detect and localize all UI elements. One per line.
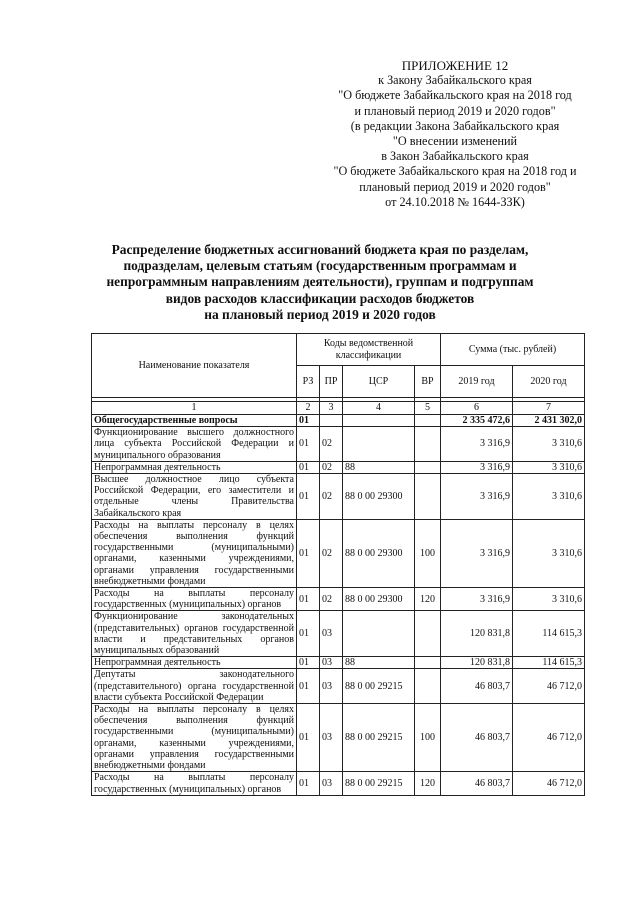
row-sum-2020-cell: 3 310,6 [513, 461, 585, 473]
row-vr-cell: 120 [415, 772, 441, 795]
row-sum-2019-cell: 2 335 472,6 [441, 415, 513, 427]
row-sum-2019-cell: 46 803,7 [441, 704, 513, 772]
appendix-line: "О бюджете Забайкальского края на 2018 год [338, 88, 572, 103]
row-vr-cell [415, 461, 441, 473]
row-pr-cell [320, 415, 343, 427]
row-name-cell: Расходы на выплаты персоналу в целях обеспечения выполнения функций государственными (муниципальными) органами, казенными учреждениями, органами управления государственными внебюджетными фондами [92, 704, 297, 772]
row-sum-2019-cell: 3 316,9 [441, 474, 513, 520]
row-pr-cell: 03 [320, 669, 343, 704]
row-pr-cell: 03 [320, 611, 343, 657]
row-pr-cell: 03 [320, 704, 343, 772]
table-row [92, 474, 585, 520]
row-rz-cell: 01 [297, 588, 320, 611]
header-2020: 2020 год [513, 366, 585, 398]
row-pr-cell: 02 [320, 461, 343, 473]
row-name-cell: Высшее должностное лицо субъекта Российской Федерации, его заместители и отдельные члены Правительства Забайкальского края [92, 474, 297, 520]
column-number: 5 [415, 402, 441, 415]
row-vr-cell [415, 657, 441, 669]
row-name-cell: Общегосударственные вопросы [92, 415, 297, 427]
row-rz-cell: 01 [297, 704, 320, 772]
row-csr-cell: 88 0 00 29300 [343, 519, 415, 587]
table-row [92, 519, 585, 587]
row-sum-2020-cell: 2 431 302,0 [513, 415, 585, 427]
appendix-line: "О бюджете Забайкальского края на 2018 год и [333, 164, 577, 179]
row-rz-cell: 01 [297, 474, 320, 520]
document-title-line: на плановый период 2019 и 2020 годов [204, 306, 436, 322]
row-rz-cell: 01 [297, 657, 320, 669]
row-sum-2020-cell: 46 712,0 [513, 772, 585, 795]
row-pr-cell: 03 [320, 657, 343, 669]
row-csr-cell: 88 0 00 29215 [343, 772, 415, 795]
budget-table [91, 333, 585, 796]
column-number: 3 [320, 402, 343, 415]
column-number: 2 [297, 402, 320, 415]
appendix-line: "О внесении изменений [392, 134, 518, 149]
row-csr-cell: 88 0 00 29215 [343, 704, 415, 772]
row-vr-cell [415, 474, 441, 520]
row-sum-2019-cell: 3 316,9 [441, 461, 513, 473]
row-sum-2019-cell: 120 831,8 [441, 611, 513, 657]
row-sum-2020-cell: 46 712,0 [513, 704, 585, 772]
appendix-title: ПРИЛОЖЕНИЕ 12 [401, 58, 509, 73]
row-csr-cell: 88 0 00 29300 [343, 588, 415, 611]
row-vr-cell [415, 427, 441, 462]
table-row [92, 461, 585, 473]
appendix-line: от 24.10.2018 № 1644-ЗЗК) [385, 194, 525, 209]
table-row [92, 427, 585, 462]
row-name-cell: Расходы на выплаты персоналу государственных (муниципальных) органов [92, 588, 297, 611]
header-row-top [92, 334, 585, 366]
row-csr-cell [343, 415, 415, 427]
row-sum-2020-cell: 3 310,6 [513, 588, 585, 611]
row-name-cell: Непрограммная деятельность [92, 657, 297, 669]
table-row [92, 415, 585, 427]
row-name-cell: Депутаты законодательного (представительного) органа государственной власти субъекта Российской Федерации [92, 669, 297, 704]
column-numbers-row [92, 402, 585, 415]
header-sum: Сумма (тыс. рублей) [441, 334, 585, 366]
row-vr-cell [415, 611, 441, 657]
row-csr-cell: 88 [343, 657, 415, 669]
row-rz-cell: 01 [297, 427, 320, 462]
table-row [92, 772, 585, 795]
appendix-line: в Закон Забайкальского края [381, 149, 529, 164]
row-sum-2019-cell: 3 316,9 [441, 519, 513, 587]
header-codes: Коды ведомственной классификации [297, 334, 441, 366]
column-number: 1 [92, 402, 297, 415]
row-vr-cell [415, 669, 441, 704]
table-row [92, 669, 585, 704]
document-title-line: подразделам, целевым статьям (государственным программам и [123, 258, 517, 274]
header-csr: ЦСР [343, 366, 415, 398]
row-sum-2020-cell: 46 712,0 [513, 669, 585, 704]
row-name-cell: Функционирование законодательных (представительных) органов государственной власти и представительных органов муниципальных образований [92, 611, 297, 657]
row-pr-cell: 02 [320, 588, 343, 611]
row-name-cell: Расходы на выплаты персоналу государственных (муниципальных) органов [92, 772, 297, 795]
row-csr-cell: 88 0 00 29300 [343, 474, 415, 520]
table-row [92, 657, 585, 669]
row-rz-cell: 01 [297, 772, 320, 795]
document-title [70, 242, 570, 323]
row-rz-cell: 01 [297, 461, 320, 473]
table-row [92, 611, 585, 657]
row-vr-cell: 100 [415, 704, 441, 772]
row-pr-cell: 02 [320, 474, 343, 520]
header-rz: РЗ [297, 366, 320, 398]
row-csr-cell [343, 611, 415, 657]
appendix-line: (в редакции Закона Забайкальского края [350, 118, 560, 133]
row-vr-cell: 120 [415, 588, 441, 611]
row-sum-2019-cell: 3 316,9 [441, 588, 513, 611]
row-sum-2019-cell: 46 803,7 [441, 772, 513, 795]
row-csr-cell [343, 427, 415, 462]
row-name-cell: Непрограммная деятельность [92, 461, 297, 473]
row-csr-cell: 88 0 00 29215 [343, 669, 415, 704]
row-pr-cell: 02 [320, 427, 343, 462]
row-sum-2019-cell: 3 316,9 [441, 427, 513, 462]
row-vr-cell [415, 415, 441, 427]
header-2019: 2019 год [441, 366, 513, 398]
row-sum-2019-cell: 46 803,7 [441, 669, 513, 704]
column-number: 4 [343, 402, 415, 415]
table-row [92, 704, 585, 772]
row-name-cell: Функционирование высшего должностного лица субъекта Российской Федерации и муниципального образования [92, 427, 297, 462]
document-title-line: видов расходов классификации расходов бюджетов [165, 290, 475, 306]
row-sum-2020-cell: 114 615,3 [513, 611, 585, 657]
column-number: 6 [441, 402, 513, 415]
appendix-line: к Закону Забайкальского края [378, 73, 532, 88]
row-rz-cell: 01 [297, 669, 320, 704]
header-name: Наименование показателя [92, 334, 297, 398]
budget-table-wrapper [91, 333, 585, 796]
document-title-line: непрограммным направлениям деятельности), группам и подгруппам [106, 274, 534, 290]
row-vr-cell: 100 [415, 519, 441, 587]
row-sum-2020-cell: 3 310,6 [513, 427, 585, 462]
row-pr-cell: 02 [320, 519, 343, 587]
row-sum-2020-cell: 3 310,6 [513, 474, 585, 520]
appendix-line: и плановый период 2019 и 2020 годов" [354, 103, 556, 118]
row-sum-2020-cell: 3 310,6 [513, 519, 585, 587]
row-rz-cell: 01 [297, 519, 320, 587]
row-csr-cell: 88 [343, 461, 415, 473]
table-row [92, 588, 585, 611]
header-vr: ВР [415, 366, 441, 398]
row-rz-cell: 01 [297, 611, 320, 657]
row-name-cell: Расходы на выплаты персоналу в целях обеспечения выполнения функций государственными (муниципальными) органами, казенными учреждениями, органами управления государственными внебюджетными фондами [92, 519, 297, 587]
row-rz-cell: 01 [297, 415, 320, 427]
row-pr-cell: 03 [320, 772, 343, 795]
row-sum-2019-cell: 120 831,8 [441, 657, 513, 669]
appendix-block [300, 58, 610, 210]
header-pr: ПР [320, 366, 343, 398]
appendix-line: плановый период 2019 и 2020 годов" [359, 179, 551, 194]
document-title-line: Распределение бюджетных ассигнований бюджета края по разделам, [111, 242, 529, 257]
column-number: 7 [513, 402, 585, 415]
row-sum-2020-cell: 114 615,3 [513, 657, 585, 669]
